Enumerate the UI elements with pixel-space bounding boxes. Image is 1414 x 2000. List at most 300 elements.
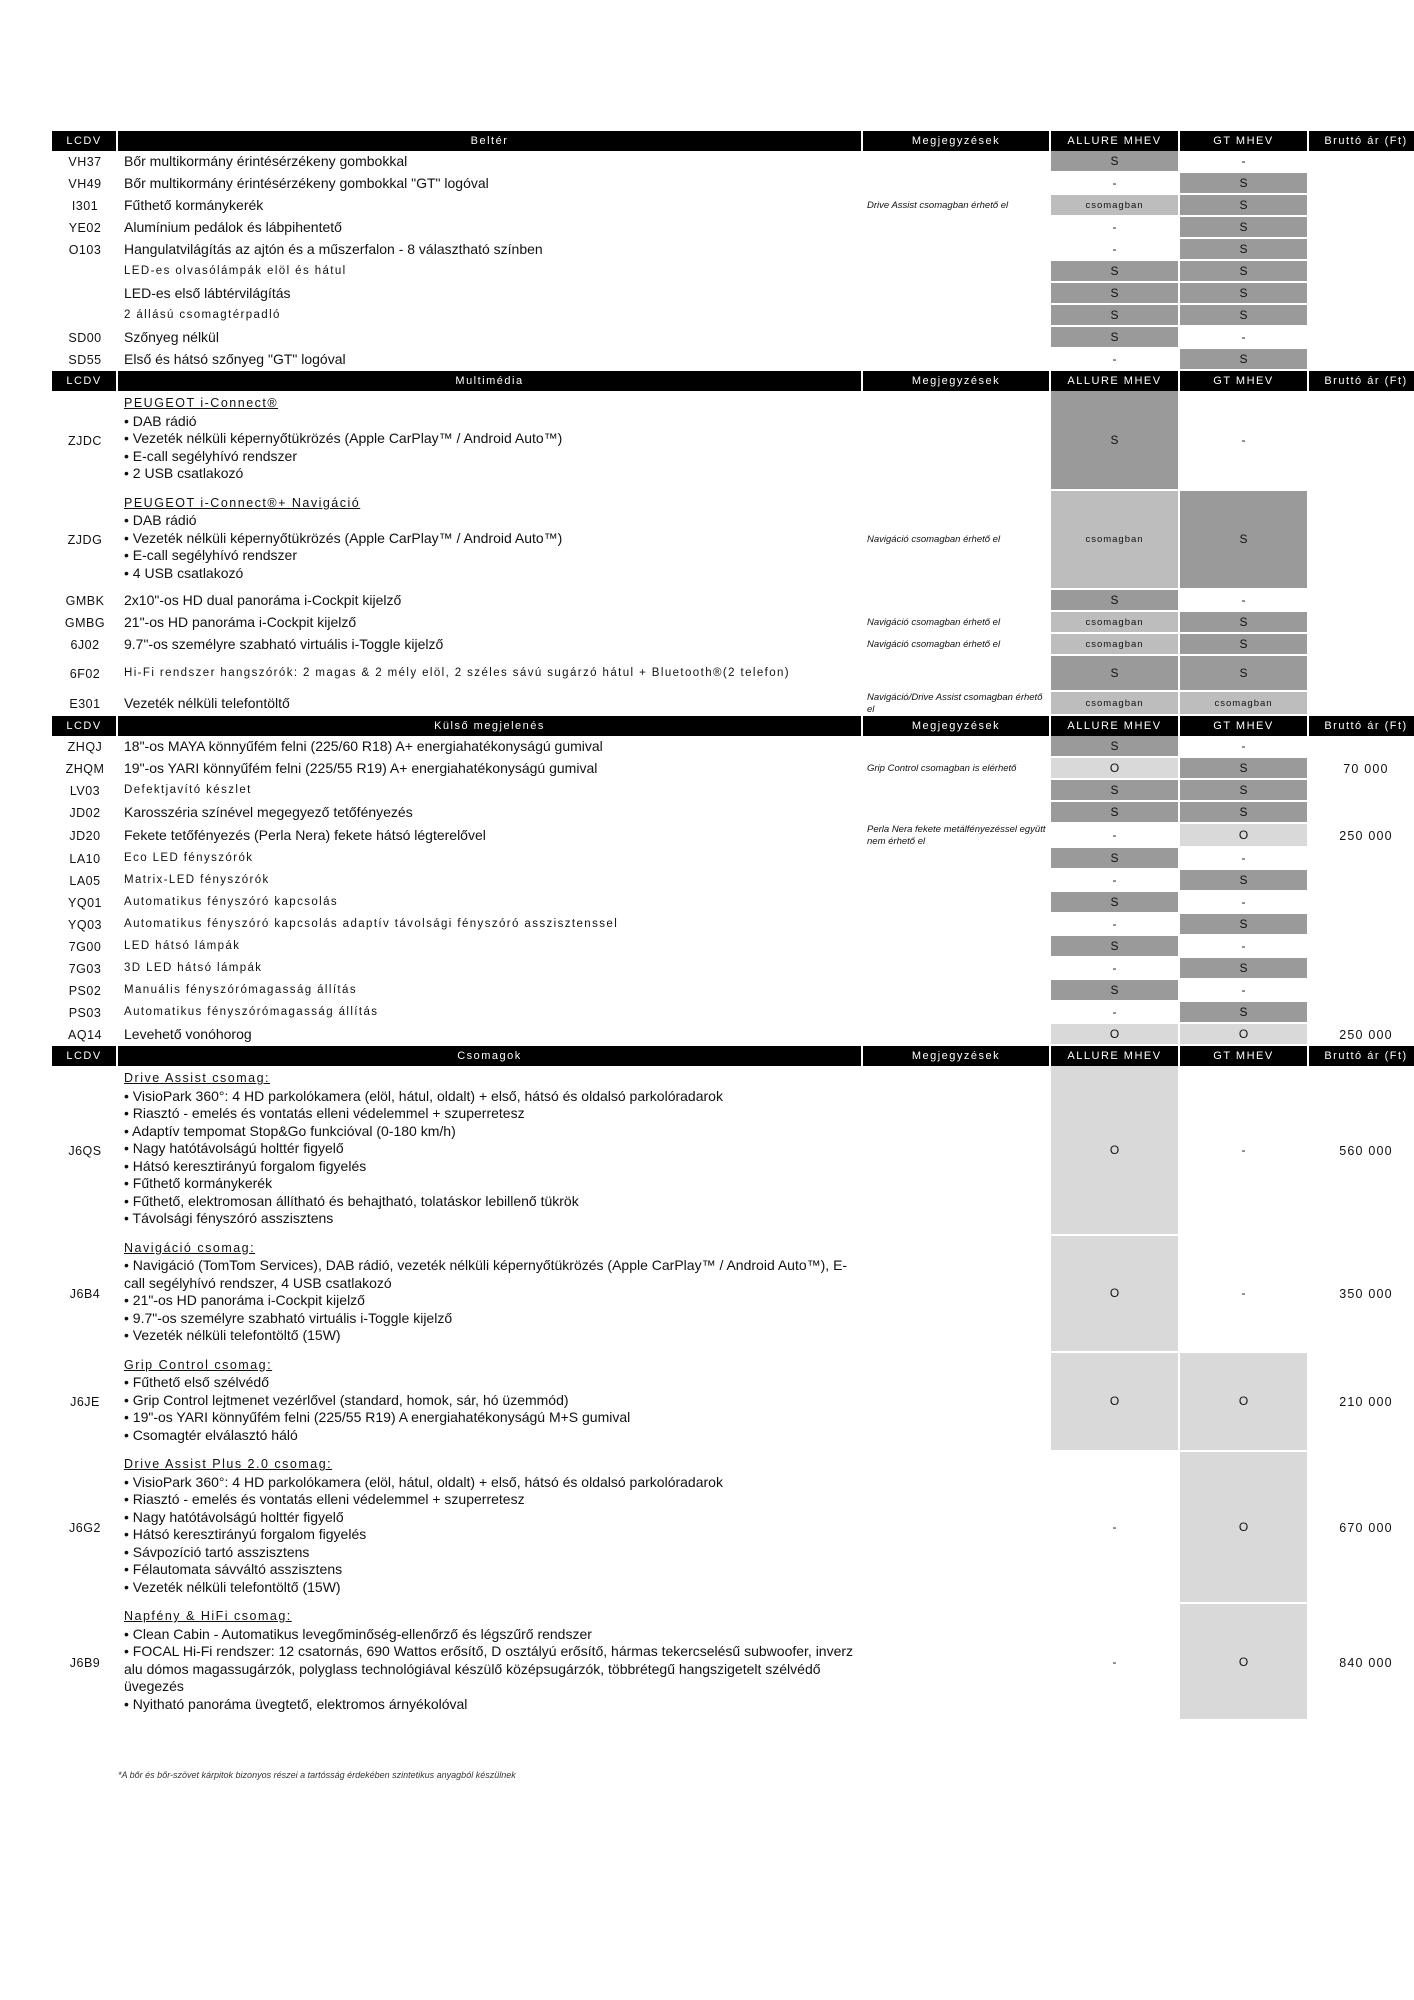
- item-description: [118, 1066, 863, 1236]
- item-price: 210 000: [1339, 1395, 1393, 1410]
- package-item: • 21"-os HD panoráma i-Cockpit kijelző: [124, 1292, 365, 1308]
- item-note: Navigáció csomagban érhető el: [867, 617, 1001, 628]
- header-notes: Megjegyzések: [863, 716, 1051, 736]
- lcdv-code: J6B9: [69, 1655, 101, 1670]
- table-row: [52, 1024, 1414, 1046]
- table-row: [52, 349, 1414, 371]
- gt-value: S: [1180, 195, 1309, 217]
- gt-value: -: [1180, 736, 1309, 758]
- lcdv-code: PS02: [68, 984, 102, 998]
- item-price: [1309, 892, 1414, 914]
- item-note: [863, 327, 1051, 349]
- item-price: [1309, 1002, 1414, 1024]
- gt-value: -: [1180, 327, 1309, 349]
- item-price: [1309, 195, 1414, 217]
- table-row: [52, 239, 1414, 261]
- package-item: • Fűthető első szélvédő: [124, 1374, 269, 1390]
- item-description: Matrix-LED fényszórók: [124, 874, 270, 887]
- table-row: [52, 1604, 1414, 1721]
- package-item: • Sávpozíció tartó asszisztens: [124, 1543, 310, 1560]
- item-price: [1309, 656, 1414, 692]
- package-item: • FOCAL Hi-Fi rendszer: 12 csatornás, 690 Wattos erősítő, D osztályú erősítő, hármas tekercselésű subwoofer, inverz alu dómos magassugárzók, polyglass technológiával készülő középsugárzók, többrétegű hangszigetelt szélvédő üvegezés: [124, 1643, 854, 1694]
- lcdv-code: LA10: [69, 852, 101, 866]
- gt-value: -: [1180, 936, 1309, 958]
- gt-value: -: [1180, 1066, 1309, 1236]
- package-item: • DAB rádió: [124, 412, 197, 429]
- item-price: [1309, 391, 1414, 491]
- item-price: [1309, 173, 1414, 195]
- item-price: [1309, 349, 1414, 371]
- item-price: [1309, 692, 1414, 716]
- table-row: [52, 195, 1414, 217]
- item-description: Automatikus fényszóró kapcsolás: [124, 896, 339, 909]
- item-description: Hi-Fi rendszer hangszórók: 2 magas & 2 mély elöl, 2 széles sávú sugárzó hátul + Bluetooth®(2 telefon): [124, 667, 791, 680]
- item-note: [863, 870, 1051, 892]
- package-item: • Adaptív tempomat Stop&Go funkcióval (0-180 km/h): [124, 1122, 456, 1139]
- gt-value: -: [1180, 980, 1309, 1002]
- package-title: Navigáció csomag:: [124, 1240, 256, 1255]
- table-row: [52, 491, 1414, 591]
- lcdv-code: ZJDC: [68, 433, 102, 448]
- header-gt: GT MHEV: [1180, 716, 1309, 736]
- item-price: [1309, 848, 1414, 870]
- item-note: [863, 305, 1051, 327]
- gt-value: S: [1180, 802, 1309, 824]
- allure-value: csomagban: [1051, 634, 1180, 656]
- item-price: 670 000: [1339, 1521, 1393, 1535]
- item-price: 70 000: [1343, 762, 1389, 776]
- table-row: [52, 980, 1414, 1002]
- package-title: PEUGEOT i-Connect®+ Navigáció: [124, 495, 361, 510]
- header-gt: GT MHEV: [1180, 131, 1309, 151]
- package-item: • Riasztó - emelés és vontatás elleni védelemmel + szuperretesz: [124, 1491, 525, 1507]
- gt-value: csomagban: [1180, 692, 1309, 716]
- table-row: [52, 634, 1414, 656]
- item-description: 18"-os MAYA könnyűfém felni (225/60 R18) A+ energiahatékonyságú gumival: [124, 738, 603, 755]
- item-description: [118, 1353, 863, 1453]
- table-row: [52, 958, 1414, 980]
- lcdv-code: JD20: [69, 829, 101, 843]
- gt-value: -: [1180, 892, 1309, 914]
- gt-value: S: [1180, 305, 1309, 327]
- package-item: • E-call segélyhívó rendszer: [124, 547, 297, 563]
- item-note: [863, 914, 1051, 936]
- item-price: 250 000: [1339, 1028, 1393, 1042]
- gt-value: O: [1180, 1452, 1309, 1604]
- gt-value: S: [1180, 870, 1309, 892]
- allure-value: S: [1051, 802, 1180, 824]
- allure-value: -: [1051, 1604, 1180, 1721]
- item-description: [118, 1452, 863, 1604]
- section-title: Beltér: [118, 131, 863, 151]
- package-item: • Navigáció (TomTom Services), DAB rádió, vezeték nélküli képernyőtükrözés (Apple CarPlay™ / Android Auto™), E-call segélyhívó rendszer, 4 USB csatlakozó: [124, 1257, 848, 1291]
- table-row: [52, 391, 1414, 491]
- lcdv-code: LA05: [69, 874, 101, 888]
- gt-value: -: [1180, 590, 1309, 612]
- lcdv-code: ZHQM: [65, 762, 105, 776]
- gt-value: O: [1180, 824, 1309, 848]
- header-allure: ALLURE MHEV: [1051, 1046, 1180, 1066]
- item-note: [863, 1066, 1051, 1236]
- gt-value: O: [1180, 1353, 1309, 1453]
- table-row: [52, 758, 1414, 780]
- item-note: [863, 1002, 1051, 1024]
- item-price: [1309, 870, 1414, 892]
- header-price: Bruttó ár (Ft): [1309, 131, 1414, 151]
- package-item: • Vezeték nélküli képernyőtükrözés (Apple CarPlay™ / Android Auto™): [124, 529, 563, 546]
- table-row: [52, 305, 1414, 327]
- lcdv-code: JD02: [69, 806, 101, 820]
- header-allure: ALLURE MHEV: [1051, 131, 1180, 151]
- package-item: • Félautomata sávváltó asszisztens: [124, 1561, 343, 1577]
- gt-value: -: [1180, 1236, 1309, 1353]
- item-note: [863, 1353, 1051, 1453]
- lcdv-code: PS03: [68, 1006, 102, 1020]
- item-price: 840 000: [1339, 1655, 1393, 1670]
- package-item: • Grip Control lejtmenet vezérlővel (standard, homok, sár, hó üzemmód): [124, 1391, 569, 1408]
- lcdv-code: YQ03: [68, 918, 102, 932]
- section-title: Multimédia: [118, 371, 863, 391]
- item-price: [1309, 980, 1414, 1002]
- section-header-row: [52, 716, 1414, 736]
- gt-value: S: [1180, 1002, 1309, 1024]
- gt-value: S: [1180, 349, 1309, 371]
- package-item: • 4 USB csatlakozó: [124, 564, 244, 581]
- package-title: Grip Control csomag:: [124, 1357, 273, 1372]
- item-description: LED-es olvasólámpák elöl és hátul: [124, 265, 347, 278]
- item-note: Navigáció csomagban érhető el: [867, 534, 1001, 546]
- package-title: Drive Assist Plus 2.0 csomag:: [124, 1457, 333, 1471]
- package-item: • Fűthető, elektromosan állítható és behajtható, tolatáskor lebillenő tükrök: [124, 1192, 579, 1209]
- table-row: [52, 1002, 1414, 1024]
- item-price: [1309, 239, 1414, 261]
- item-price: 350 000: [1339, 1287, 1393, 1301]
- package-item: • VisioPark 360°: 4 HD parkolókamera (elöl, hátul, oldalt) + első, hátsó és oldalsó parkolóradarok: [124, 1087, 723, 1104]
- header-gt: GT MHEV: [1180, 371, 1309, 391]
- item-note: Perla Nera fekete metálfényezéssel együtt nem érhető el: [867, 824, 1046, 847]
- package-item: • Riasztó - emelés és vontatás elleni védelemmel + szuperretesz: [124, 1105, 525, 1121]
- lcdv-code: LV03: [69, 784, 101, 798]
- lcdv-code: [52, 261, 118, 283]
- header-price: Bruttó ár (Ft): [1309, 1046, 1414, 1066]
- item-description: Vezeték nélküli telefontöltő: [124, 695, 290, 712]
- item-description: LED-es első lábtérvilágítás: [124, 285, 291, 302]
- allure-value: O: [1051, 1353, 1180, 1453]
- item-description: Alumínium pedálok és lábpihentető: [124, 219, 342, 236]
- item-note: Drive Assist csomagban érhető el: [867, 200, 1009, 211]
- lcdv-code: E301: [69, 697, 101, 711]
- package-item: • Vezeték nélküli képernyőtükrözés (Apple CarPlay™ / Android Auto™): [124, 430, 563, 446]
- lcdv-code: YE02: [68, 221, 102, 235]
- item-description: [118, 391, 863, 491]
- item-note: [863, 848, 1051, 870]
- item-description: Bőr multikormány érintésérzékeny gombokkal "GT" logóval: [124, 175, 489, 192]
- item-note: Navigáció csomagban érhető el: [867, 639, 1001, 650]
- package-item: • 2 USB csatlakozó: [124, 465, 244, 481]
- item-note: [863, 656, 1051, 692]
- gt-value: S: [1180, 283, 1309, 305]
- lcdv-code: 6F02: [69, 667, 101, 681]
- package-item: • Clean Cabin - Automatikus levegőminőség-ellenőrző és légszűrő rendszer: [124, 1625, 592, 1642]
- table-row: [52, 870, 1414, 892]
- lcdv-code: ZHQJ: [67, 740, 103, 754]
- table-row: [52, 1452, 1414, 1604]
- gt-value: S: [1180, 914, 1309, 936]
- item-note: [863, 1236, 1051, 1353]
- package-title: PEUGEOT i-Connect®: [124, 396, 279, 410]
- table-row: [52, 1066, 1414, 1236]
- allure-value: S: [1051, 736, 1180, 758]
- item-note: [863, 1452, 1051, 1604]
- lcdv-code: 7G00: [68, 940, 102, 954]
- item-price: [1309, 261, 1414, 283]
- lcdv-code: [52, 305, 118, 327]
- table-row: [52, 892, 1414, 914]
- lcdv-code: J6B4: [69, 1287, 101, 1301]
- gt-value: S: [1180, 217, 1309, 239]
- item-note: Grip Control csomagban is elérhető: [867, 763, 1017, 774]
- allure-value: O: [1051, 1024, 1180, 1046]
- item-description: Levehető vonóhorog: [124, 1026, 252, 1043]
- item-note: [863, 936, 1051, 958]
- lcdv-code: 7G03: [68, 962, 102, 976]
- gt-value: S: [1180, 656, 1309, 692]
- item-note: [863, 239, 1051, 261]
- item-price: [1309, 283, 1414, 305]
- item-description: Hangulatvilágítás az ajtón és a műszerfalon - 8 választható színben: [124, 241, 543, 258]
- item-price: [1309, 305, 1414, 327]
- lcdv-code: I301: [71, 199, 99, 213]
- item-price: [1309, 936, 1414, 958]
- table-row: [52, 736, 1414, 758]
- section-header-row: [52, 131, 1414, 151]
- table-row: [52, 692, 1414, 716]
- item-note: [863, 590, 1051, 612]
- allure-value: S: [1051, 151, 1180, 173]
- item-price: [1309, 736, 1414, 758]
- lcdv-code: J6QS: [68, 1143, 102, 1158]
- section-header-row: [52, 1046, 1414, 1066]
- package-item: • E-call segélyhívó rendszer: [124, 447, 297, 464]
- table-row: [52, 151, 1414, 173]
- item-note: [863, 736, 1051, 758]
- allure-value: S: [1051, 283, 1180, 305]
- item-description: LED hátsó lámpák: [124, 940, 241, 953]
- table-row: [52, 261, 1414, 283]
- header-notes: Megjegyzések: [863, 371, 1051, 391]
- item-price: [1309, 590, 1414, 612]
- allure-value: S: [1051, 656, 1180, 692]
- allure-value: -: [1051, 173, 1180, 195]
- header-lcdv: LCDV: [52, 1046, 118, 1066]
- allure-value: S: [1051, 848, 1180, 870]
- package-item: • VisioPark 360°: 4 HD parkolókamera (elöl, hátul, oldalt) + első, hátsó és oldalsó parkolóradarok: [124, 1473, 723, 1490]
- table-row: [52, 590, 1414, 612]
- allure-value: S: [1051, 780, 1180, 802]
- item-description: Automatikus fényszóró kapcsolás adaptív távolsági fényszóró asszisztenssel: [124, 918, 619, 931]
- header-lcdv: LCDV: [52, 716, 118, 736]
- table-row: [52, 780, 1414, 802]
- allure-value: S: [1051, 305, 1180, 327]
- header-gt: GT MHEV: [1180, 1046, 1309, 1066]
- allure-value: -: [1051, 958, 1180, 980]
- gt-value: S: [1180, 612, 1309, 634]
- item-description: Első és hátsó szőnyeg "GT" logóval: [124, 351, 346, 368]
- package-item: • Nyitható panoráma üvegtető, elektromos árnyékolóval: [124, 1695, 468, 1712]
- lcdv-code: SD00: [68, 331, 102, 345]
- section-title: Csomagok: [118, 1046, 863, 1066]
- allure-value: csomagban: [1051, 612, 1180, 634]
- item-description: [118, 1236, 863, 1353]
- lcdv-code: 6J02: [70, 638, 100, 652]
- gt-value: S: [1180, 780, 1309, 802]
- allure-value: O: [1051, 1236, 1180, 1353]
- package-item: • Nagy hatótávolságú holttér figyelő: [124, 1140, 344, 1156]
- item-description: Defektjavító készlet: [124, 784, 252, 797]
- table-row: [52, 936, 1414, 958]
- item-note: [863, 892, 1051, 914]
- item-description: 19"-os YARI könnyűfém felni (225/55 R19) A+ energiahatékonyságú gumival: [124, 760, 598, 777]
- section-header-row: [52, 371, 1414, 391]
- package-item: • Vezeték nélküli telefontöltő (15W): [124, 1327, 341, 1343]
- gt-value: O: [1180, 1604, 1309, 1721]
- allure-value: S: [1051, 980, 1180, 1002]
- package-item: • 9.7"-os személyre szabható virtuális i-Toggle kijelző: [124, 1309, 453, 1326]
- table-row: [52, 802, 1414, 824]
- lcdv-code: SD55: [68, 353, 102, 367]
- item-description: Fűthető kormánykerék: [124, 197, 264, 214]
- gt-value: -: [1180, 391, 1309, 491]
- allure-value: -: [1051, 1452, 1180, 1604]
- gt-value: -: [1180, 151, 1309, 173]
- item-note: [863, 261, 1051, 283]
- item-note: [863, 217, 1051, 239]
- gt-value: S: [1180, 491, 1309, 591]
- package-item: • Távolsági fényszóró asszisztens: [124, 1210, 334, 1226]
- gt-value: O: [1180, 1024, 1309, 1046]
- lcdv-code: GMBK: [65, 594, 105, 608]
- item-note: [863, 151, 1051, 173]
- table-row: [52, 914, 1414, 936]
- item-description: 21"-os HD panoráma i-Cockpit kijelző: [124, 614, 357, 631]
- package-item: • Fűthető kormánykerék: [124, 1175, 273, 1191]
- package-item: • Hátsó keresztirányú forgalom figyelés: [124, 1526, 367, 1542]
- gt-value: S: [1180, 958, 1309, 980]
- item-description: Automatikus fényszórómagasság állítás: [124, 1006, 379, 1019]
- section-title: Külső megjelenés: [118, 716, 863, 736]
- item-price: [1309, 780, 1414, 802]
- allure-value: -: [1051, 824, 1180, 848]
- lcdv-code: VH37: [68, 155, 102, 169]
- package-item: • Vezeték nélküli telefontöltő (15W): [124, 1578, 341, 1595]
- item-description: Fekete tetőfényezés (Perla Nera) fekete hátsó légterelővel: [124, 827, 486, 844]
- item-note: [863, 1604, 1051, 1721]
- item-description: Karosszéria színével megegyező tetőfényezés: [124, 804, 413, 821]
- item-note: [863, 349, 1051, 371]
- item-note: [863, 173, 1051, 195]
- item-description: 2 állású csomagtérpadló: [124, 309, 281, 322]
- gt-value: S: [1180, 173, 1309, 195]
- allure-value: -: [1051, 217, 1180, 239]
- allure-value: O: [1051, 758, 1180, 780]
- item-note: [863, 1024, 1051, 1046]
- item-price: [1309, 958, 1414, 980]
- item-price: [1309, 491, 1414, 591]
- header-notes: Megjegyzések: [863, 1046, 1051, 1066]
- table-row: [52, 217, 1414, 239]
- item-price: [1309, 802, 1414, 824]
- lcdv-code: [52, 283, 118, 305]
- header-lcdv: LCDV: [52, 131, 118, 151]
- item-description: [118, 491, 863, 591]
- package-title: Napfény & HiFi csomag:: [124, 1609, 292, 1623]
- header-allure: ALLURE MHEV: [1051, 716, 1180, 736]
- item-note: Navigáció/Drive Assist csomagban érhető el: [867, 692, 1043, 715]
- lcdv-code: YQ01: [68, 896, 102, 910]
- allure-value: csomagban: [1051, 491, 1180, 591]
- package-item: • Csomagtér elválasztó háló: [124, 1426, 298, 1443]
- header-price: Bruttó ár (Ft): [1309, 371, 1414, 391]
- lcdv-code: O103: [68, 243, 102, 257]
- gt-value: -: [1180, 848, 1309, 870]
- table-row: [52, 824, 1414, 848]
- item-description: Manuális fényszórómagasság állítás: [124, 984, 357, 997]
- options-table: [52, 131, 1408, 1721]
- allure-value: csomagban: [1051, 692, 1180, 716]
- table-row: [52, 327, 1414, 349]
- header-lcdv: LCDV: [52, 371, 118, 391]
- header-price: Bruttó ár (Ft): [1309, 716, 1414, 736]
- item-price: [1309, 612, 1414, 634]
- allure-value: -: [1051, 914, 1180, 936]
- gt-value: S: [1180, 239, 1309, 261]
- allure-value: S: [1051, 261, 1180, 283]
- table-row: [52, 1236, 1414, 1353]
- lcdv-code: AQ14: [68, 1028, 102, 1042]
- table-row: [52, 848, 1414, 870]
- package-item: • Nagy hatótávolságú holttér figyelő: [124, 1508, 344, 1525]
- table-row: [52, 173, 1414, 195]
- item-description: [118, 1604, 863, 1721]
- allure-value: S: [1051, 590, 1180, 612]
- item-price: [1309, 327, 1414, 349]
- gt-value: S: [1180, 758, 1309, 780]
- gt-value: S: [1180, 634, 1309, 656]
- item-note: [863, 958, 1051, 980]
- allure-value: S: [1051, 936, 1180, 958]
- package-item: • 19"-os YARI könnyűfém felni (225/55 R19) A energiahatékonyságú M+S gumival: [124, 1409, 631, 1425]
- lcdv-code: J6G2: [69, 1521, 101, 1535]
- header-notes: Megjegyzések: [863, 131, 1051, 151]
- lcdv-code: J6JE: [70, 1395, 100, 1410]
- item-price: [1309, 217, 1414, 239]
- allure-value: S: [1051, 892, 1180, 914]
- package-item: • Hátsó keresztirányú forgalom figyelés: [124, 1157, 367, 1174]
- table-row: [52, 1353, 1414, 1453]
- item-price: [1309, 634, 1414, 656]
- lcdv-code: VH49: [68, 177, 102, 191]
- header-allure: ALLURE MHEV: [1051, 371, 1180, 391]
- allure-value: -: [1051, 239, 1180, 261]
- item-description: Eco LED fényszórók: [124, 852, 254, 865]
- item-description: 3D LED hátsó lámpák: [124, 962, 263, 975]
- package-item: • DAB rádió: [124, 512, 197, 528]
- item-description: Bőr multikormány érintésérzékeny gombokkal: [124, 153, 408, 170]
- allure-value: -: [1051, 1002, 1180, 1024]
- allure-value: S: [1051, 391, 1180, 491]
- item-note: [863, 802, 1051, 824]
- item-note: [863, 391, 1051, 491]
